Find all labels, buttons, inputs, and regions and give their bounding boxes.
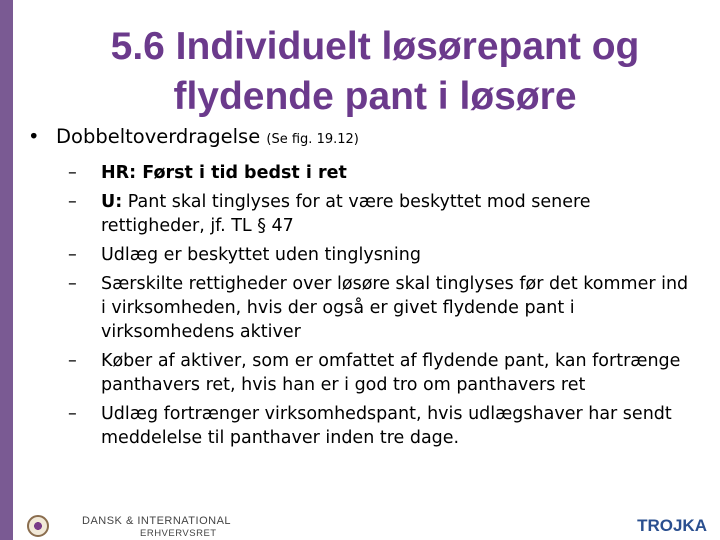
sub-item-bold: HR: Først i tid bedst i ret [101,163,347,183]
sub-item-bold: U: [101,192,123,212]
slide-title [60,22,690,122]
sub-item-text: Udlæg er beskyttet uden tinglysning [101,245,421,265]
sub-item-text: Særskilte rettigheder over løsøre skal tinglyses før det kommer ind i virksomheden, hvis der også er givet flydende pant i virksomhedens aktiver [101,274,689,342]
slide-title-line2: flydende pant i løsøre [173,75,577,118]
dash-icon: – [68,404,77,424]
sub-item [28,190,698,238]
sub-item [28,243,698,267]
dash-icon: – [68,351,77,371]
dash-icon: – [68,245,77,265]
sub-item-text: Udlæg fortrænger virksomhedspant, hvis udlægshaver har sendt meddelelse til panthaver inden tre dage. [101,404,672,448]
sub-bullet-list [28,161,698,450]
sub-item-text: Pant skal tinglyses for at være beskyttet mod senere rettigheder, jf. TL § 47 [101,192,591,236]
bullet-icon: • [28,125,40,148]
sub-item [28,161,698,185]
main-bullet-text: Dobbeltoverdragelse [56,125,261,148]
sub-item [28,272,698,344]
slide-title-line1: 5.6 Individuelt løsørepant og [110,25,640,68]
main-bullet [28,122,698,155]
sub-item [28,349,698,397]
dash-icon: – [68,163,77,183]
sub-item [28,402,698,450]
dash-icon: – [68,274,77,294]
footer-logo-line1: DANSK & INTERNATIONAL [82,515,232,527]
dash-icon: – [68,192,77,212]
publisher-logo: TROJKA [637,516,707,535]
seal-icon [27,515,49,537]
main-bullet-reference: (Se fig. 19.12) [266,132,359,147]
left-accent-bar [0,0,13,540]
footer-logo-line2: ERHVERVSRET [140,528,217,539]
sub-item-text: Køber af aktiver, som er omfattet af flydende pant, kan fortrænge panthavers ret, hvis han er i god tro om panthavers ret [101,351,681,395]
slide-content [28,122,698,455]
